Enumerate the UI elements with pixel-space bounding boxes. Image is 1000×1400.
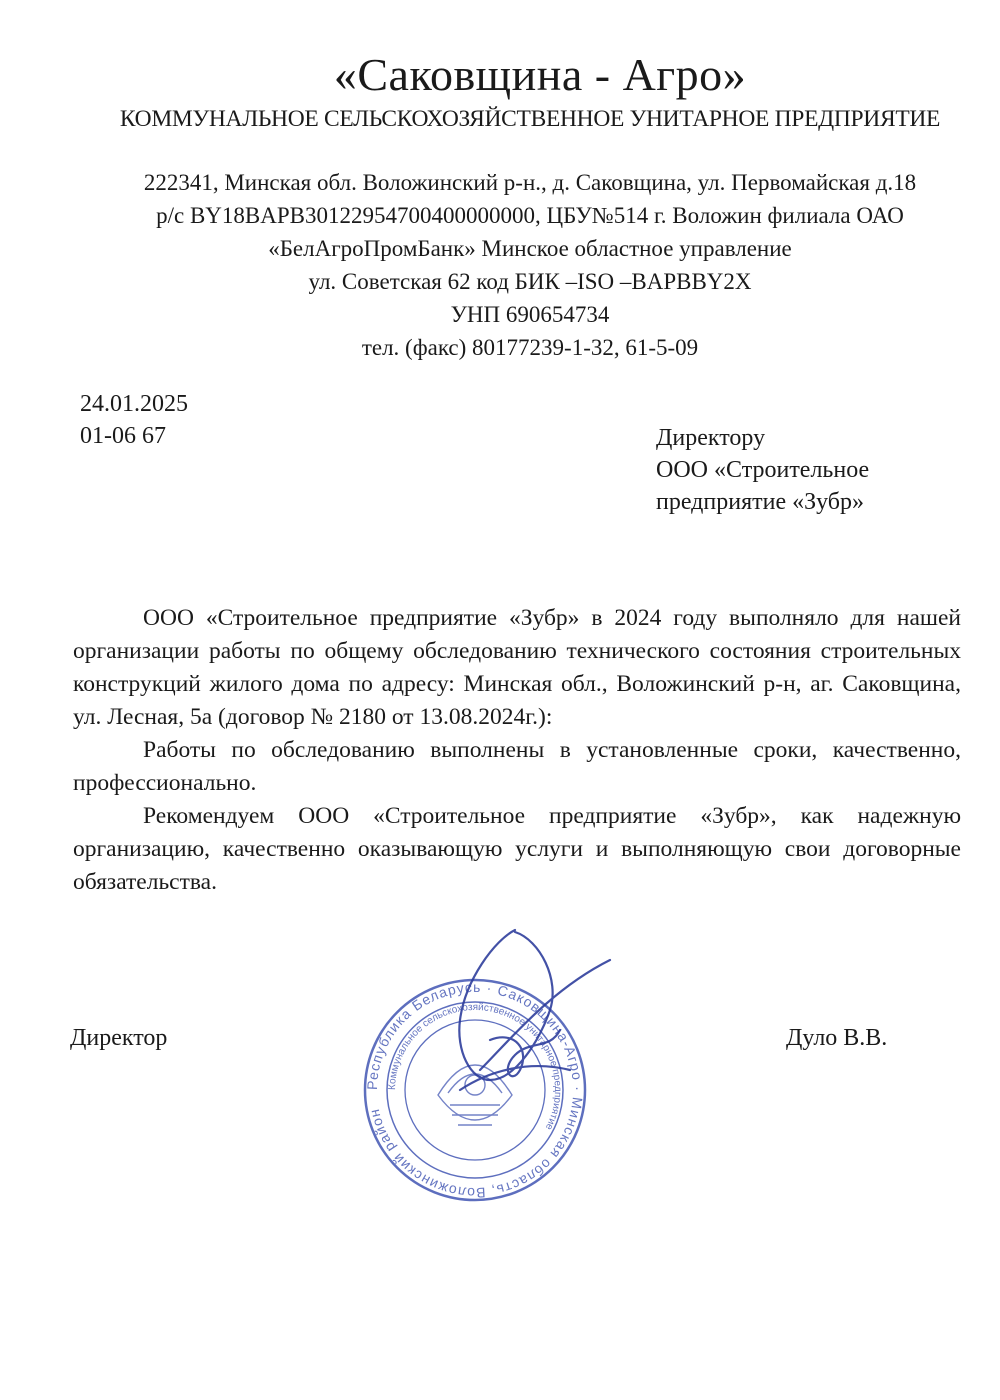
requisite-address: 222341, Минская обл. Воложинский р-н., д. Саковщина, ул. Первомайская д.18 — [143, 170, 917, 195]
addressee-line: ООО «Строительное — [656, 457, 870, 483]
requisite-phone: тел. (факс) 80177239-1-32, 61-5-09 — [361, 335, 699, 360]
addressee-block — [656, 422, 869, 518]
org-requisites — [0, 166, 1000, 364]
letter-body — [73, 602, 961, 899]
requisite-bank-bik: ул. Советская 62 код БИК –ISO –BAPBBY2X — [308, 269, 752, 294]
letter-meta — [80, 388, 188, 452]
svg-text:Республика Беларусь · Саковщин: Республика Беларусь · Саковщина-Агро · Минская область, Воложинский район — [363, 978, 587, 1202]
addressee-line: Директору — [656, 425, 766, 451]
addressee-line: предприятие «Зубр» — [656, 489, 865, 515]
org-name: «Саковщина - Агро» — [333, 49, 747, 100]
letter-reg-number: 01-06 67 — [80, 423, 166, 449]
signature-mark — [420, 920, 620, 1100]
requisite-bank-account: р/с BY18BAPB30122954700400000000, ЦБУ№514 г. Воложин филиала ОАО — [156, 203, 904, 228]
body-paragraph: Работы по обследованию выполнены в установленные сроки, качественно, профессионально. — [73, 737, 961, 796]
body-paragraph: ООО «Строительное предприятие «Зубр» в 2024 году выполняло для нашей организации работы по общему обследованию технического состояния строительных конструкций жилого дома по адресу: Минская обл., Воложинский р-н, аг. Саковщина, ул. Лесная, 5а (договор № 2180 от 13.08.2024г.): — [73, 605, 961, 730]
org-type: КОММУНАЛЬНОЕ СЕЛЬСКОХОЗЯЙСТВЕННОЕ УНИТАРНОЕ ПРЕДПРИЯТИЕ — [119, 106, 941, 132]
svg-text:Коммунальное сельскохозяйствен: Коммунальное сельскохозяйственное унитарное предприятие — [386, 1001, 564, 1132]
signatory-name: Дуло В.В. — [786, 1025, 888, 1051]
requisite-bank-name: «БелАгроПромБанк» Минское областное управление — [268, 236, 792, 261]
body-paragraph: Рекомендуем ООО «Строительное предприятие «Зубр», как надежную организацию, качественно оказывающую услуги и выполняющую свои договорные обязательства. — [73, 803, 961, 895]
requisite-unp: УНП 690654734 — [450, 302, 610, 327]
signatory-position: Директор — [70, 1025, 168, 1051]
letter-date: 24.01.2025 — [80, 391, 188, 417]
